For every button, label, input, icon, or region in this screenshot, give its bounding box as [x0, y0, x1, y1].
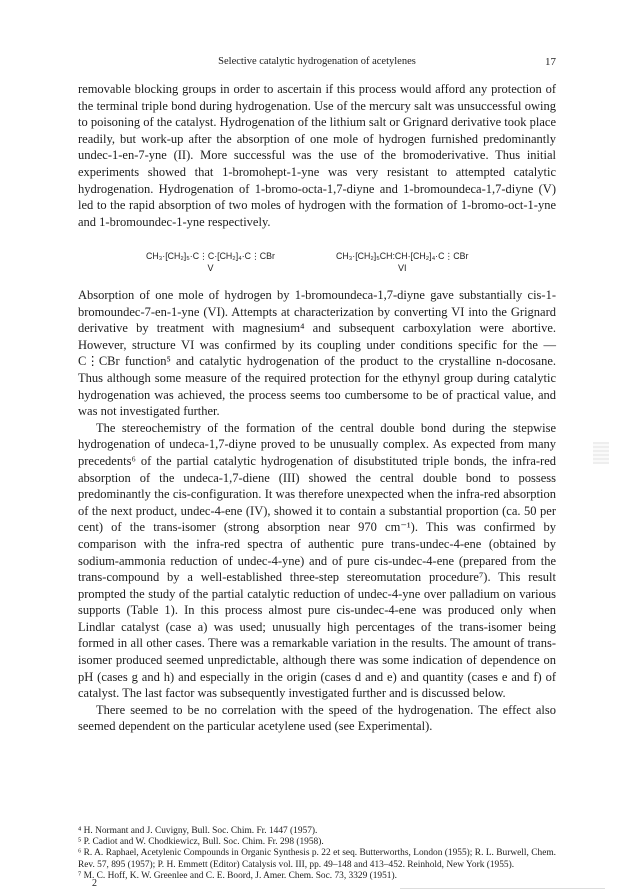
formula-v	[146, 251, 275, 273]
footnote-7: ⁷ M. C. Hoff, K. W. Greenlee and C. E. Boord, J. Amer. Chem. Soc. 73, 3329 (1951).	[78, 870, 397, 881]
page-number: 17	[545, 56, 556, 68]
body-text-main	[78, 287, 556, 735]
footnote-4: ⁴ H. Normant and J. Cuvigny, Bull. Soc. Chim. Fr. 1447 (1957).	[78, 826, 318, 836]
footnote-5: ⁵ P. Cadiot and W. Chodkiewicz, Bull. Soc. Chim. Fr. 298 (1958).	[78, 837, 324, 848]
footnotes	[78, 826, 556, 882]
formula-v-text: CH₃·[CH₂]₅·C⋮C·[CH₂]₄·C⋮CBr	[146, 251, 275, 261]
footnote-6: ⁶ R. A. Raphael, Acetylenic Compounds in Organic Synthesis p. 22 et seq. Butterworths, London (1955); R. L. Burwell, Chem. Rev. 57, 895 (1957); P. H. Emmett (Editor) Catalysis vol. III, pp. 49–148 and 413–452. Reinhold, New York (1955).	[78, 848, 556, 870]
paragraph-2: Absorption of one mole of hydrogen by 1-bromoundeca-1,7-diyne gave substantially cis-1-bromoundec-7-en-1-yne (VI). Attempts at characterization by converting VI into the Grignard derivative by treatment with magnesium⁴ and subsequent carboxylation were abortive. However, structure VI was confirmed by its coupling under conditions specific for the —C⋮CBr function⁵ and catalytic hydrogenation of the product to the crystalline n-docosane. Thus although some measure of the required protection for the ethynyl group during catalytic hydrogenation was achieved, the process seems too cumbersome to be of practical value, and was not investigated further.	[78, 288, 556, 419]
formula-vi	[336, 251, 468, 273]
formula-v-label: V	[207, 263, 214, 273]
body-text-top	[78, 81, 556, 230]
formula-vi-text: CH₃·[CH₂]₅CH:CH·[CH₂]₄·C⋮CBr	[336, 251, 469, 261]
page-header	[78, 56, 556, 72]
scan-edge-line	[400, 888, 605, 889]
formula-vi-label: VI	[397, 263, 407, 273]
paragraph-3: The stereochemistry of the formation of the central double bond during the stepwise hydrogenation of undeca-1,7-diyne proved to be unusually complex. As expected from many precedents⁶ of the partial catalytic hydrogenation of disubstituted triple bonds, the infra-red absorption of the undeca-1,7-diene (III) showed the central double bond to possess predominantly the cis-configuration. It was therefore unexpected when the infra-red absorption of the next product, undec-4-ene (IV), showed it to contain a substantial proportion (ca. 50 per cent) of the trans-isomer (strong absorption near 970 cm⁻¹). This was confirmed by comparison with the infra-red spectra of authentic pure trans-undec-4-ene (obtained by sodium-ammonia reduction of undec-4-yne) and of pure cis-undec-4-ene (prepared from the trans-compound by a well-established three-step stereomutation procedure⁷). This result prompted the study of the partial catalytic reduction of undec-4-yne over palladium on various supports (Table 1). In this process almost pure cis-undec-4-ene was produced only when Lindlar catalyst (case a) was used; unusually high percentages of the trans-isomer being formed in all other cases. There was a remarkable variation in the results. The amount of trans-isomer produced seemed unpredictable, although there was some indication of dependence on pH (cases g and h) and especially in the origin (cases d and e) and quantity (cases e and f) of catalyst. The last factor was subsequently investigated further and is discussed below.	[78, 420, 556, 701]
paragraph-4: There seemed to be no correlation with the speed of the hydrogenation. The effect also seemed dependent on the particular acetylene used (see Experimental).	[78, 702, 556, 734]
running-head: Selective catalytic hydrogenation of acetylenes	[218, 56, 416, 67]
scan-artifact	[593, 442, 609, 464]
formula-block	[78, 251, 556, 279]
paragraph-1: removable blocking groups in order to ascertain if this process would afford any protection of the terminal triple bond during hydrogenation. Use of the mercury salt was unsuccessful owing to poisoning of the catalyst. Hydrogenation of the lithium salt or Grignard derivative took place readily, but work-up after the absorption of one mole of hydrogen furnished predominantly undec-1-en-7-yne (II). More successful was the use of the bromoderivative. Thus initial experiments showed that 1-bromohept-1-yne was very resistant to attempted catalytic hydrogenation. Hydrogenation of 1-bromo-octa-1,7-diyne and 1-bromoundeca-1,7-diyne (V) led to the rapid absorption of two moles of hydrogen with the formation of 1-bromo-oct-1-yne and 1-bromoundec-1-yne respectively.	[78, 82, 557, 229]
signature-mark: 2	[92, 878, 97, 889]
